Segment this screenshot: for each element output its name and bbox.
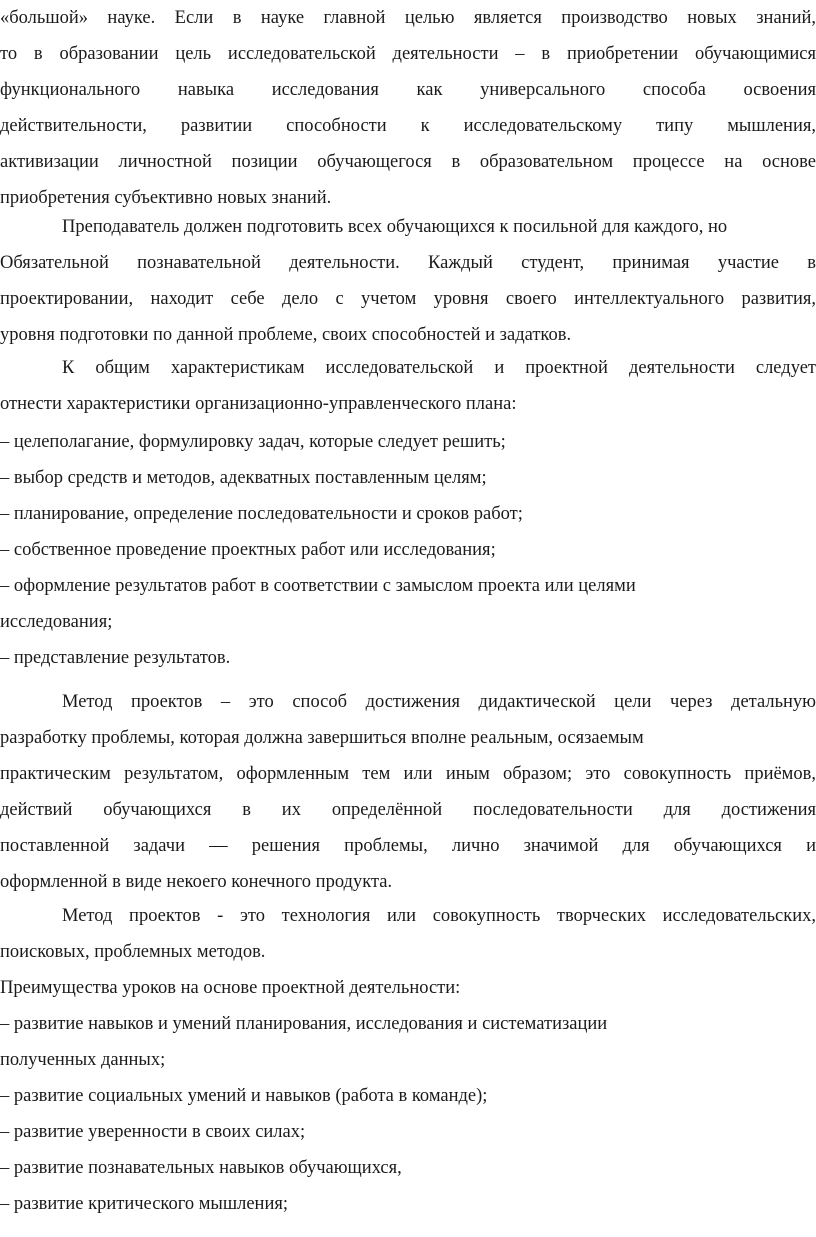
paragraph-research-goal xyxy=(0,0,816,216)
text-line: К общим характеристикам исследовательской и проектной деятельности следует xyxy=(62,358,816,378)
list-item-continuation: полученных данных; xyxy=(0,1050,166,1070)
list-item: – оформление результатов работ в соответствии с замыслом проекта или целями xyxy=(0,576,636,596)
text-line: практическим результатом, оформленным тем или иным образом; это совокупность приёмов, xyxy=(0,764,816,784)
text-line: Обязательной познавательной деятельности. Каждый студент, принимая участие в xyxy=(0,253,816,273)
list-item: – планирование, определение последовательности и сроков работ; xyxy=(0,504,523,524)
list-item: – развитие уверенности в своих силах; xyxy=(0,1122,306,1142)
list-item: – развитие критического мышления; xyxy=(0,1194,288,1214)
paragraph-project-method-definition xyxy=(0,684,816,900)
text-line: «большой» науке. Если в науке главной целью является производство новых знаний, xyxy=(0,8,816,28)
paragraph-advantages-heading xyxy=(0,970,816,1006)
list-organizational-characteristics xyxy=(0,424,816,676)
text-line: Преимущества уроков на основе проектной деятельности: xyxy=(0,978,461,998)
list-item: – представление результатов. xyxy=(0,648,231,668)
list-item: – целеполагание, формулировку задач, которые следует решить; xyxy=(0,432,506,452)
text-line: проектировании, находит себе дело с учетом уровня своего интеллектуального развития, xyxy=(0,289,816,309)
text-line: поисковых, проблемных методов. xyxy=(0,942,266,962)
text-line: поставленной задачи — решения проблемы, лично значимой для обучающихся и xyxy=(0,836,816,856)
list-item-continuation: исследования; xyxy=(0,612,113,632)
text-line: действительности, развитии способности к исследовательскому типу мышления, xyxy=(0,116,816,136)
list-advantages xyxy=(0,1006,816,1222)
text-line: приобретения субъективно новых знаний. xyxy=(0,188,332,208)
paragraph-project-method-technology xyxy=(0,898,816,970)
text-line: Преподаватель должен подготовить всех обучающихся к посильной для каждого, но xyxy=(62,217,728,237)
paragraph-characteristics xyxy=(0,350,816,422)
text-line: действий обучающихся в их определённой последовательности для достижения xyxy=(0,800,816,820)
list-item: – собственное проведение проектных работ или исследования; xyxy=(0,540,496,560)
text-line: функционального навыка исследования как универсального способа освоения xyxy=(0,80,816,100)
text-line: отнести характеристики организационно-управленческого плана: xyxy=(0,394,517,414)
text-line: оформленной в виде некоего конечного продукта. xyxy=(0,872,393,892)
text-line: разработку проблемы, которая должна завершиться вполне реальным, осязаемым xyxy=(0,728,644,748)
list-item: – развитие познавательных навыков обучающихся, xyxy=(0,1158,402,1178)
list-item: – развитие социальных умений и навыков (работа в команде); xyxy=(0,1086,488,1106)
text-line: то в образовании цель исследовательской деятельности – в приобретении обучающимися xyxy=(0,44,816,64)
paragraph-teacher-role xyxy=(0,209,816,353)
text-line: уровня подготовки по данной проблеме, своих способностей и задатков. xyxy=(0,325,572,345)
text-line: Метод проектов – это способ достижения дидактической цели через детальную xyxy=(62,692,816,712)
text-line: Метод проектов - это технология или совокупность творческих исследовательских, xyxy=(62,906,816,926)
list-item: – выбор средств и методов, адекватных поставленным целям; xyxy=(0,468,487,488)
list-item: – развитие навыков и умений планирования, исследования и систематизации xyxy=(0,1014,608,1034)
text-line: активизации личностной позиции обучающегося в образовательном процессе на основе xyxy=(0,152,816,172)
